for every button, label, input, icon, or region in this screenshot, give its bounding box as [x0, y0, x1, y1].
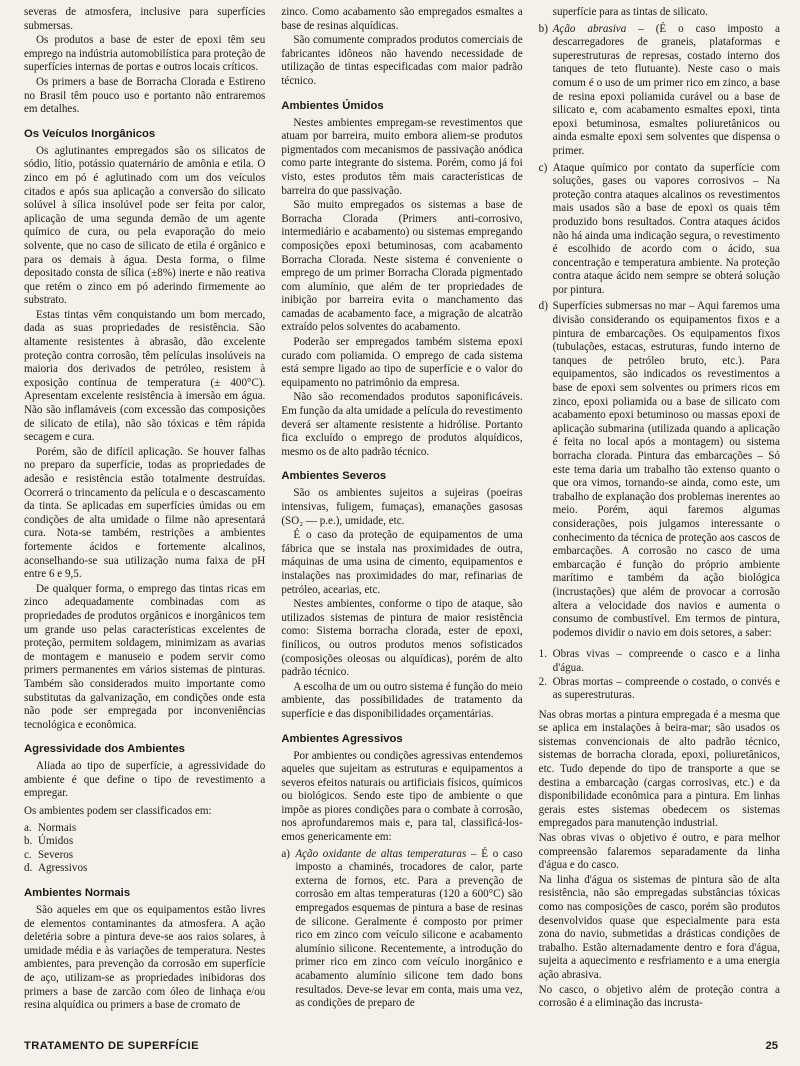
- page-footer: [24, 1040, 778, 1054]
- paragraph: Aliada ao tipo de superfície, a agressividade do ambiente é que define o tipo de revestimento a empregar.: [24, 760, 266, 800]
- column-2: [281, 6, 522, 1016]
- section-heading-normal-environments: Ambientes Normais: [24, 887, 131, 900]
- text-columns: [24, 6, 780, 1016]
- list-item: b. Úmidos: [24, 835, 74, 848]
- ship-zones-list: [539, 648, 780, 702]
- paragraph: A escolha de um ou outro sistema é função do meio ambiente, das possibilidades de tratamento da superfície e das disponibilidades orçamentárias.: [281, 680, 523, 720]
- column-3: [539, 6, 780, 1016]
- paragraph: Os produtos a base de ester de epoxi têm seu emprego na indústria automobilística para proteção de superfícies internas de portas e outros locais críticos.: [24, 34, 266, 74]
- list-item: b) Ação abrasiva – (É o caso imposto a descarregadores de graneis, plataformas e superestruturas de represas, costado interno dos tanques de teto flutuante). Neste caso o mais comum é o uso de um primer rico em zinco, a base de resina epoxi poliamida curável ou a base de silicato e, com acabamento esmaltes epoxi, tinta epoxi betuminosa, esmaltes poliuretânicos ou ainda esmalte epoxi sem solventes que dispensa o primer.: [538, 22, 780, 157]
- paragraph: Nas obras vivas o objetivo é outro, e para melhor compreensão falaremos separadamente da linha d'água e do casco.: [538, 832, 780, 872]
- section-heading-aggressive-environments: Ambientes Agressivos: [281, 732, 403, 745]
- paragraph: São muito empregados os sistemas a base de Borracha Clorada (Primers anti-corrosivo, intermediário e acabamento) ou sistemas empregando composições epoxi betuminosas, com acabamento Borracha Clorada. Neste sistema é conveniente o emprego de um primer Borracha Clorada pigmentado com alumínio, que além de ter propriedades de inibição por barreira evita o manchamento das camadas de acabamento face, a migração de alcatrão extraído pelos solventes do acabamento.: [281, 199, 523, 334]
- paragraph: Estas tintas vêm conquistando um bom mercado, dada as suas propriedades de resistência. São altamente resistentes à abrasão, dão excelente proteção contra corrosão, têm películas insolúveis na maioria dos derivados de petróleo, resistem à exposição contínua de temperatura (± 400°C). Apresentam excelente resistência à imersão em água. Não são inflamáveis (com excessão das composições de silicato de etila), não são tóxicas e têm rápida secagem e cura.: [24, 308, 266, 444]
- paragraph: É o caso da proteção de equipamentos de uma fábrica que se instala nas proximidades de outra, máquinas de uma usina de cimento, equipamentos e instalações nas proximidades do mar, refinarias de petróleo, acearias, etc.: [281, 529, 523, 596]
- page-number: 25: [765, 1040, 778, 1052]
- list-item: a. Normais: [24, 821, 77, 834]
- environment-list: [24, 822, 265, 876]
- list-item: d. Agressivos: [24, 862, 88, 875]
- paragraph: superfície para as tintas de silicato.: [552, 6, 708, 18]
- list-item: c. Severos: [24, 848, 74, 861]
- paragraph: Na linha d'água os sistemas de pintura são de alta resistência, não são empregadas substâncias tóxicas como nas composições de casco, porém são produtos desenvolvidos quase que especialmente para esta zona do navio, submetidas a drásticas condições de trabalho. Estão alternadamente dentro e fora d'água, sujeita a aquecimento e resfriamento e a uma energia ação abrasiva.: [538, 873, 780, 981]
- paragraph: Os aglutinantes empregados são os silicatos de sódio, lítio, potássio quaternário de amônia e etila. O zinco em pó é aglutinado com um dos veículos citados e após sua aplicação a conversão do silicato solúvel à sílica insolúvel pode ser feita por calor, aplicação de uma segunda demão de um agente químico de cura, ou pela evaporação do meio solvente, que no caso de silicato de etila é orgânico e para os demais à água. Desta forma, o filme depositado consta de sílica (±8%) inerte e não reativa que retém o zinco em pó aderindo firmemente ao substrato.: [24, 144, 266, 307]
- paragraph: De qualquer forma, o emprego das tintas ricas em zinco adequadamente combinadas com as propriedades de produtos orgânicos e inorgânicos tem um grande uso pelas características excelentes de proteção, permitem soldagem, minimizam as avarias de montagem e manuseio e podem servir como primers permanentes em vários sistemas de pinturas. Também são considerados muito importante como substitutas da galvanização, em condições onde esta não pode ser empregada por inconveniências tecnológica e econômica.: [24, 582, 266, 731]
- paragraph: Porém, são de difícil aplicação. Se houver falhas no preparo da superfície, todas as propriedades de adesão e resistência estão totalmente destruídas. Ocorrerá o trincamento da película e o descascamento da tinta. Se aplicadas em superfícies úmidas ou em condições de alta umidade o filme não apresentará cura. Nota-se também, restrições a ambientes fortemente ácidos e fortemente alcalinos, aconselhando-se sua utilização numa faixa de pH entre 6 e 9,5.: [24, 445, 266, 581]
- section-heading-environment-aggressiveness: Agressividade dos Ambientes: [24, 743, 185, 756]
- list-item: 2. Obras mortas – compreende o costado, o convés e as superestruturas.: [538, 675, 780, 702]
- section-heading-inorganic-vehicles: Os Veículos Inorgânicos: [24, 127, 156, 140]
- running-footer-title: TRATAMENTO DE SUPERFÍCIE: [24, 1040, 199, 1052]
- paragraph: São os ambientes sujeitos a sujeiras (poeiras intensivas, fuligem, fumaças), emanações gasosas (SO₂ — p.e.), umidade, etc.: [281, 487, 523, 527]
- paragraph: Não são recomendados produtos saponificáveis. Em função da alta umidade a película do revestimento deverá ser altamente resistente a hidrólise. Portanto fica excluído o emprego de produtos alquídicos, mesmo os de alto padrão técnico.: [281, 391, 523, 458]
- list-item: a) Ação oxidante de altas temperaturas – É o caso imposto a chaminés, trocadores de calor, parte externa de fornos, etc. Para a prevenção de corrosão em altas temperaturas (120 a 600°C) são empregados esquemas de pintura a base de resinas de silicone. Geralmente é composto por primer rico em zinco com veículo silicone e acabamento alumínio silicone. Recentemente, a introdução do primer rico em zinco com veículo inorgânico e acabamento alumínio silicone tem dado bons resultados. Deve-se levar em conta, mais uma vez, as condições de preparo de: [281, 847, 523, 1010]
- paragraph: No casco, o objetivo além de proteção contra a corrosão é a eliminação das incrusta-: [538, 983, 780, 1010]
- paragraph: São comumente comprados produtos comerciais de fabricantes idôneos não havendo necessidade de utilização de tintas especificadas com maior padrão técnico.: [281, 34, 523, 87]
- paragraph: severas de atmosfera, inclusive para superfícies submersas.: [24, 6, 266, 32]
- paragraph: Nestes ambientes empregam-se revestimentos que atuam por barreira, muito embora aliem-se produtos pigmentados com mecanismos de passivação anódica como parte integrante do sistema. Porém, como já foi visto, estes produtos têm mais características de barreira do que passivação.: [281, 116, 523, 197]
- list-item: d) Superfícies submersas no mar – Aqui faremos uma divisão considerando os equipamentos fixos e a pintura de embarcações. Os equipamentos fixos (tubulações, estacas, estruturas, fundo interno de tanques de petróleo bruto, etc.). Para equipamentos, são indicados os revestimentos a base de epoxi sem solventes ou primers ricos em zinco, epoxi poliamida ou a base de silicato com acabamento epoxi betuminoso ou massas epoxi de aplicação submarina (utilizada quando a aplicação é feita no local após a montagem) ou sistema borracha clorada. Pintura das embarcações – Só este tema daria um trabalho tão extenso quanto o que ora vimos, tornando-se ainda, como este, um trabalho de explanação dos problemas inerentes ao meio. Porém, aqui faremos algumas considerações, pois julgamos interessante o conhecimento da técnica de proteção aos cascos de embarcações. A corrosão no casco de uma embarcação é função do próprio ambiente marítimo e também da ação biológica (incrustações) que além de provocar a corrosão altera a velocidade dos navios e aumenta o consumo de combustível. Em termos de pintura, podemos dividir o navio em dois setores, a saber:: [538, 300, 780, 639]
- paragraph: Os primers a base de Borracha Clorada e Estireno no Brasil têm pouco uso e portanto não entraremos em detalhes.: [24, 75, 266, 116]
- section-heading-humid-environments: Ambientes Úmidos: [281, 99, 384, 112]
- section-heading-severe-environments: Ambientes Severos: [281, 470, 387, 483]
- paragraph: Por ambientes ou condições agressivas entendemos aqueles que sujeitam as estruturas e equipamentos a severos efeitos naturais ou artificiais físicos, químicos ou biológicos. Sendo este tipo de ambiente o que impõe as piores condições para o combate à corrosão, nos aprofundaremos mais e, para tal, classificá-los-emos genericamente em:: [281, 749, 523, 844]
- list-item: 1. Obras vivas – compreende o casco e a linha d'água.: [538, 648, 780, 674]
- paragraph: Poderão ser empregados também sistema epoxi curado com poliamida. O emprego de cada sistema está sempre ligado ao tipo de superfície e o valor do equipamento no patrimônio da empresa.: [281, 336, 523, 389]
- paragraph: São aqueles em que os equipamentos estão livres de elementos contaminantes da atmosfera. A ação deletéria sobre a pintura deve-se aos raios solares, à umidade média e às variações de temperatura. Nestes ambientes, para prevenção da corrosão em superfície de aço, utilizam-se as propriedades inibidoras dos primers a base de zarcão com óleo de linhaça e/ou resina alquídica ou primers a base de cromato de: [24, 904, 266, 1012]
- list-item: c) Ataque químico por contato da superfície com soluções, gases ou vapores corrosivos – Na proteção contra ataques alcalinos os revestimentos mais usados são a base de epoxi os quais têm produzido bons resultados. Contra ataques ácidos não há ainda uma indicação segura, o revestimento é escolhido de acordo com o ácido, sua concentração e temperatura ambiente. Na proteção contra ataque ácido nem sempre se obterá solução por pintura.: [538, 161, 780, 296]
- aggressive-conditions-list: [281, 848, 522, 1011]
- paragraph: Os ambientes podem ser classificados em:: [24, 805, 212, 818]
- aggressive-conditions-list-continued: [539, 23, 780, 641]
- paragraph: Nas obras mortas a pintura empregada é a mesma que se aplica em instalações à beira-mar; são usados os sistemas convencionais de alto padrão técnico, sistemas de borracha clorada, epoxi, poliuretânicos, etc. Tudo depende do tipo de transporte a que se destina a embarcação (cargas corrosivas, etc.) e da disponibilidade econômica para a pintura. Em linhas gerais estes sistemas obedecem os sistemas empregados para manutenção industrial.: [538, 708, 780, 830]
- column-1: [24, 6, 265, 1016]
- paragraph: zinco. Como acabamento são empregados esmaltes a base de resinas alquídicas.: [281, 6, 523, 32]
- paragraph: Nestes ambientes, conforme o tipo de ataque, são utilizados sistemas de pintura de maior resistência como: Sistema borracha clorada, ester de epoxi, finílicos, ou outros produtos menos sofisticados (composições oleosas ou alquídicas), porém de alto padrão técnico.: [281, 598, 523, 679]
